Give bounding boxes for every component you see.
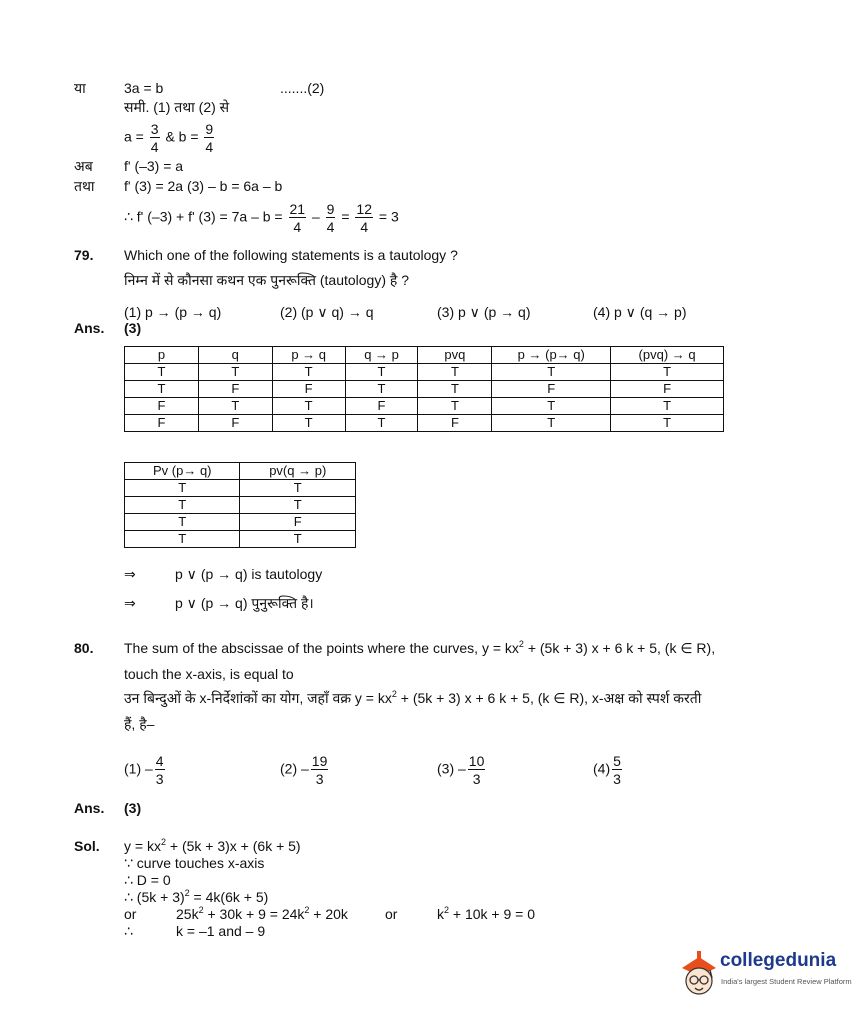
- q79-option-4: (4) p ∨ (q → p): [593, 304, 687, 320]
- table-header-row: [125, 347, 724, 364]
- table-cell: T: [125, 531, 240, 548]
- q80-question-en-line2: touch the x-axis, is equal to: [124, 666, 294, 682]
- sol-line-1: $y = kx^2 + (5k + 3)x + (6k + 5)$: [124, 837, 301, 854]
- q80-option-4: (4) $\frac{5}{3}$: [593, 753, 621, 787]
- table-header: p → q: [272, 347, 345, 364]
- table-cell: T: [240, 497, 356, 514]
- sol-line-5-left: $25k^2 + 30k + 9 = 24k^2 + 20k$: [176, 905, 348, 922]
- q80-option-1: (1) – $\frac{4}{3}$: [124, 753, 164, 787]
- table-cell: T: [345, 381, 418, 398]
- sum-minus: –: [311, 208, 320, 225]
- table-cell: T: [492, 398, 611, 415]
- q79-question-hi: निम्न में से कौनसा कथन एक पुनरूक्ति (tautology) है ?: [124, 272, 410, 288]
- table-row: [125, 364, 724, 381]
- table-header-row: [125, 463, 356, 480]
- table-cell: F: [198, 381, 272, 398]
- table-cell: T: [125, 480, 240, 497]
- sol-line-3: ∴ D = 0: [124, 872, 171, 888]
- table-row: [125, 531, 356, 548]
- tautology-conclusion-hi: p ∨ (p → q) पुनुरूक्ति है।: [175, 595, 314, 611]
- sol-line-5-or: or: [124, 906, 137, 922]
- table-cell: T: [240, 480, 356, 497]
- table-cell: T: [345, 415, 418, 432]
- sum-frac-2: $\frac{9}{4}$: [326, 201, 335, 235]
- b-prefix: & b =: [165, 128, 199, 145]
- hindi-ya: या: [74, 80, 86, 96]
- sol-line-6: k = –1 and – 9: [176, 923, 266, 939]
- table-cell: T: [418, 398, 492, 415]
- q80-question-hi-line2: हैं, है–: [124, 716, 155, 732]
- q80-ans-value: (3): [124, 800, 142, 816]
- table-cell: T: [125, 381, 199, 398]
- a-fraction: $\frac{3}{4}$: [150, 121, 159, 155]
- hindi-ab: अब: [74, 158, 93, 174]
- sum-line: [124, 202, 399, 234]
- q80-option-3: (3) – $\frac{10}{3}$: [437, 753, 485, 787]
- table-header: pv(q → p): [240, 463, 356, 480]
- table-cell: F: [240, 514, 356, 531]
- table-cell: F: [611, 381, 724, 398]
- table-header: p → (p→ q): [492, 347, 611, 364]
- table-header: p: [125, 347, 199, 364]
- table-cell: T: [272, 364, 345, 381]
- sol-line-4: ∴ $(5k + 3)^2 = 4k(6k + 5)$: [124, 888, 269, 905]
- table-cell: T: [418, 364, 492, 381]
- table-row: [125, 497, 356, 514]
- table-row: [125, 514, 356, 531]
- table-cell: T: [240, 531, 356, 548]
- sol-line-5-right: $k^2 + 10k + 9 = 0$: [437, 905, 536, 922]
- collegedunia-mascot-icon: [676, 948, 722, 998]
- q79-question-en: Which one of the following statements is a tautology ?: [124, 247, 458, 263]
- q80-ans-label: Ans.: [74, 800, 105, 816]
- sum-frac-3: $\frac{12}{4}$: [356, 201, 372, 235]
- q80-question-en-line1: The sum of the abscissae of the points where the curves, $y = kx^2 + (5k + 3) x + 6$ k + 5, (k ∈ R),: [124, 639, 716, 656]
- sol-line-5-or2: or: [385, 906, 398, 922]
- table-header: Pv (p→ q): [125, 463, 240, 480]
- table-cell: F: [418, 415, 492, 432]
- q80-number: 80.: [74, 640, 94, 656]
- table-cell: T: [611, 398, 724, 415]
- table-header: q → p: [345, 347, 418, 364]
- implies-arrow-1: ⇒: [124, 566, 136, 582]
- table-cell: T: [611, 364, 724, 381]
- q80-option-2: (2) – $\frac{19}{3}$: [280, 753, 328, 787]
- sum-result: = 3: [378, 208, 399, 225]
- eq2-left: 3a = b: [124, 80, 164, 96]
- collegedunia-logo-text: collegedunia: [720, 950, 837, 971]
- q79-ans-value: (3): [124, 320, 142, 336]
- table-cell: T: [198, 364, 272, 381]
- table-row: [125, 398, 724, 415]
- table-row: [125, 381, 724, 398]
- table-header: pvq: [418, 347, 492, 364]
- eq2-tag: .......(2): [280, 80, 325, 96]
- table-cell: F: [492, 381, 611, 398]
- a-prefix: a =: [124, 128, 144, 145]
- b-fraction: $\frac{9}{4}$: [205, 121, 214, 155]
- sum-equals: =: [341, 208, 350, 225]
- table-cell: T: [492, 415, 611, 432]
- table-cell: T: [611, 415, 724, 432]
- tautology-conclusion-en: p ∨ (p → q) is tautology: [175, 566, 323, 582]
- sum-frac-1: $\frac{21}{4}$: [289, 201, 306, 235]
- hindi-tatha: तथा: [74, 178, 95, 194]
- q79-option-2: (2) (p ∨ q) → q: [280, 304, 374, 320]
- truth-table-result: [124, 462, 356, 548]
- table-cell: T: [125, 514, 240, 531]
- table-header: (pvq) → q: [611, 347, 724, 364]
- table-cell: F: [198, 415, 272, 432]
- q80-sol-label: Sol.: [74, 838, 100, 854]
- table-cell: T: [272, 415, 345, 432]
- from-eq-1-2: समी. (1) तथा (2) से: [124, 99, 230, 115]
- table-cell: F: [272, 381, 345, 398]
- q80-question-hi-line1: उन बिन्दुओं के x-निर्देशांकों का योग, जहाँ वक्र $y = kx^2 + (5k + 3) x + 6$ k + 5, (k ∈ R), x-अक्ष को स्पर्श करती: [124, 689, 702, 706]
- table-cell: T: [125, 364, 199, 381]
- truth-table-main: [124, 346, 724, 432]
- table-cell: F: [345, 398, 418, 415]
- collegedunia-tagline: India's largest Student Review Platform: [721, 977, 852, 986]
- q79-option-1: (1) p → (p → q): [124, 304, 222, 320]
- sum-prefix: ∴ f' (–3) + f' (3) = 7a – b =: [124, 208, 283, 225]
- table-cell: T: [198, 398, 272, 415]
- table-row: [125, 480, 356, 497]
- table-cell: T: [418, 381, 492, 398]
- q79-number: 79.: [74, 247, 94, 263]
- table-cell: F: [125, 415, 199, 432]
- f-minus-3: f' (–3) = a: [124, 158, 184, 174]
- sol-line-2: ∵ curve touches x-axis: [124, 855, 265, 871]
- table-cell: T: [492, 364, 611, 381]
- q79-option-3: (3) p ∨ (p → q): [437, 304, 531, 320]
- table-cell: F: [125, 398, 199, 415]
- a-b-values: [124, 122, 216, 154]
- table-cell: T: [345, 364, 418, 381]
- table-cell: T: [272, 398, 345, 415]
- f-3: f' (3) = 2a (3) – b = 6a – b: [124, 178, 283, 194]
- sol-line-6-therefore: ∴: [124, 923, 133, 939]
- implies-arrow-2: ⇒: [124, 595, 136, 611]
- table-cell: T: [125, 497, 240, 514]
- q79-ans-label: Ans.: [74, 320, 105, 336]
- table-header: q: [198, 347, 272, 364]
- table-row: [125, 415, 724, 432]
